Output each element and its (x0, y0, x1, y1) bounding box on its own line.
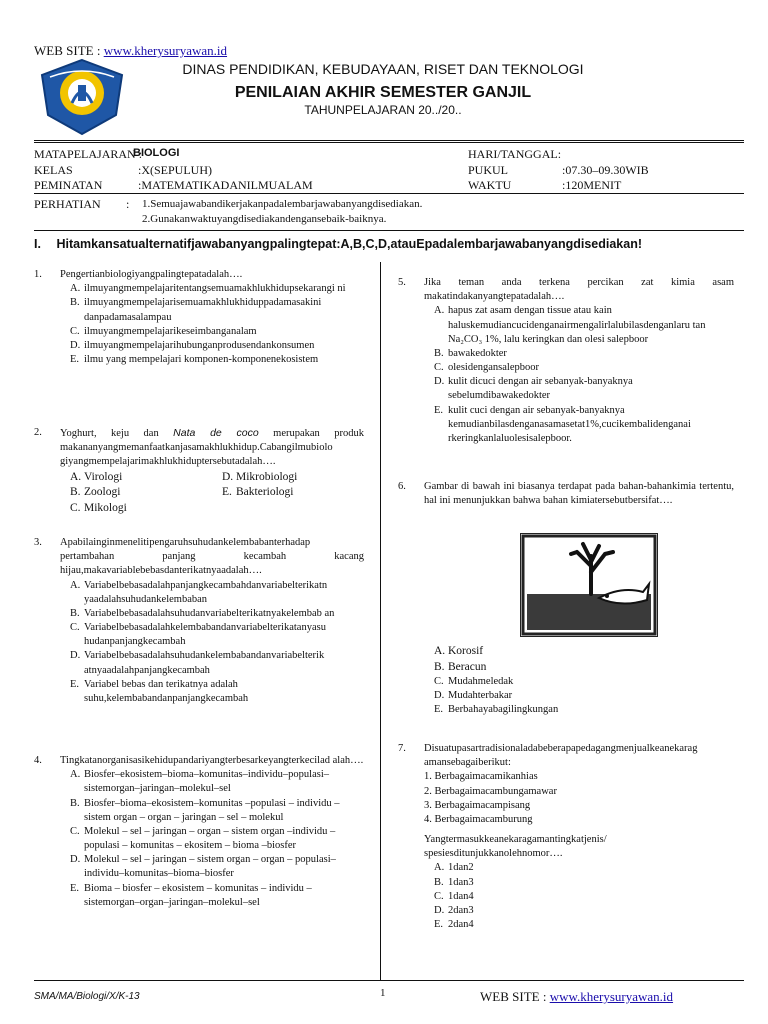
option-b[interactable] (424, 347, 734, 361)
option-c[interactable] (60, 825, 364, 853)
option-text: Korosif (448, 645, 484, 657)
time-label: PUKUL (468, 163, 509, 177)
option-letter: D. (70, 339, 81, 351)
option-letter: B. (434, 347, 444, 359)
option-text: Bioma – biosfer – ekosistem – komunitas – individu – sistemorgan–organ–jaringan–molekul–sel (84, 882, 312, 908)
school-year: TAHUNPELAJARAN 20../20.. (304, 103, 462, 117)
option-text: Biosfer–ekosistem–bioma–komunitas–individu–populasi–sistemorgan–jaringan–molekul–sel (84, 769, 329, 795)
option-text: hapus zat asam dengan tissue atau kain haluskemudiancucidenganairmengalirlalubilasdenganlaru tan Na₂CO₃ 1%, lalu keringkan dan olesi salepboor (448, 305, 706, 345)
question-text: Disuatupasartradisionaladabeberapapedagangmenjualkeanekarag amansebagaiberikut: (424, 743, 698, 769)
option-a[interactable] (60, 579, 364, 607)
question-2 (34, 426, 364, 516)
option-text: ilmuyangmempelajarihubunganprodusendankonsumen (84, 339, 315, 351)
option-c[interactable] (60, 501, 364, 517)
question-text-start: Yoghurt, keju dan (60, 428, 159, 439)
option-d[interactable] (424, 689, 734, 703)
agency-name: DINAS PENDIDIKAN, KEBUDAYAAN, RISET DAN TEKNOLOGI (182, 61, 584, 77)
question-number: 1. (34, 269, 42, 280)
option-letter: C. (70, 325, 80, 337)
list-item: 4. Berbagaimacamburung (424, 813, 533, 825)
option-letter: E. (434, 404, 444, 416)
footer-divider (34, 980, 744, 981)
question-number: 4. (34, 755, 42, 766)
option-text: olesidengansalepboor (448, 362, 539, 374)
option-letter: C. (434, 676, 444, 688)
list-item: 3. Berbagaimacampisang (424, 799, 531, 811)
tut-wuri-handayani-logo (36, 57, 128, 137)
option-c[interactable] (424, 890, 734, 904)
duration-label: WAKTU (468, 178, 512, 192)
option-d[interactable] (424, 375, 734, 403)
option-letter: A. (70, 470, 82, 483)
footer-website-label: WEB SITE : (480, 989, 547, 1004)
option-c[interactable] (60, 621, 364, 649)
footer-website (480, 988, 673, 1006)
subject-label: MATAPELAJARAN : (34, 147, 143, 161)
option-letter: B. (70, 607, 80, 619)
question-text-end: merupakan produk makananyangmemanfaatkanjasamakhlukhidup.Cabangilmubiolo giyangmempelajarimakhlukhiduptersebutadalah…. (60, 428, 364, 468)
option-text: 1dan4 (448, 890, 474, 902)
option-text: bawakedokter (448, 347, 507, 359)
option-text: ilmuyangmempelajarisemuamakhlukhiduppadamasakini danpadamasalampau (84, 297, 322, 323)
option-letter: A. (70, 769, 81, 781)
question-text: Jika teman anda terkena percikan zat kimia asam makatindakanyangtepatadalah…. (424, 277, 734, 303)
option-text: Berbahayabagilingkungan (448, 704, 559, 716)
option-a[interactable] (424, 861, 734, 875)
option-a[interactable] (60, 768, 364, 796)
option-letter: E. (70, 882, 80, 894)
question-text: Pengertianbiologiyangpalingtepatadalah…. (60, 269, 243, 280)
option-text: Zoologi (84, 486, 121, 499)
question-text: Tingkatanorganisasikehidupandariyangterbesarkeyangterkecilad alah…. (60, 755, 364, 766)
option-letter: B. (70, 486, 81, 499)
list-item: 2. Berbagaimacambungamawar (424, 785, 557, 797)
option-text: Variabelbebasadalahsuhudankelembabandanvariabelterik atnyaadalahpanjangkecambah (84, 650, 325, 676)
exam-title: PENILAIAN AKHIR SEMESTER GANJIL (234, 84, 532, 101)
option-d[interactable] (60, 853, 364, 881)
time-value: :07.30–09.30WIB (562, 163, 649, 177)
question-number: 5. (398, 277, 406, 288)
question-3 (34, 536, 364, 706)
option-letter: D. (434, 376, 445, 388)
option-text: 1dan2 (448, 862, 474, 874)
footer-website-link[interactable]: www.kherysuryawan.id (549, 989, 674, 1004)
option-text: Mudahmeledak (448, 676, 514, 688)
question-6 (398, 480, 734, 508)
question-text: Apabilainginmenelitipengaruhsuhudankelembabanterhadap pertambahan panjang kecambah kacang hijau,makavariablebebasdanterikatnyaadalah…. (60, 537, 364, 577)
option-text: Variabelbebasadalahkelembabandanvariabelterikatanyasu hudanpanjangkecambah (84, 622, 326, 648)
option-e[interactable] (424, 404, 734, 447)
option-text: Virologi (84, 470, 123, 483)
option-letter: E. (70, 678, 80, 690)
header-divider (34, 140, 744, 143)
option-text: 2dan4 (448, 919, 474, 931)
option-letter: B. (434, 876, 444, 888)
question-text (60, 426, 364, 470)
option-c[interactable] (60, 325, 364, 339)
option-b[interactable] (60, 607, 364, 621)
option-b[interactable] (60, 485, 212, 501)
option-text: Variabelbebasadalahsuhudanvariabelterikatnyakelembab an (84, 607, 335, 619)
option-e[interactable] (60, 353, 364, 367)
question-number: 7. (398, 743, 406, 754)
option-letter: C. (70, 825, 80, 837)
option-text: Biosfer–bioma–ekosistem–komunitas –populasi – individu – sistem organ – organ – jaringan – sel – molekul (84, 797, 340, 823)
notice-separator: : (126, 197, 130, 211)
option-letter: D. (70, 854, 81, 866)
question-number: 2. (34, 427, 42, 438)
option-letter: C. (70, 622, 80, 634)
option-letter: D. (222, 470, 234, 483)
day-label: HARI/TANGGAL: (468, 147, 562, 161)
option-d[interactable] (60, 339, 364, 353)
option-c[interactable] (424, 675, 734, 689)
option-letter: B. (70, 297, 80, 309)
section-number: I. (34, 237, 41, 251)
environment-hazard-icon (520, 533, 658, 637)
option-d[interactable] (60, 649, 364, 677)
option-letter: E. (70, 354, 80, 366)
option-text: 1dan3 (448, 876, 474, 888)
option-d[interactable] (212, 470, 364, 486)
option-letter: D. (434, 904, 445, 916)
option-text: Mikrobiologi (236, 470, 298, 483)
option-letter: E. (222, 486, 232, 499)
option-letter: A. (70, 579, 81, 591)
info-divider (34, 193, 744, 194)
question-4 (34, 754, 364, 910)
class-label: KELAS (34, 163, 73, 177)
option-text: ilmuyangmempelajarikeseimbanganalam (84, 325, 257, 337)
option-e[interactable] (212, 485, 364, 501)
website-label: WEB SITE : (34, 43, 101, 58)
website-link[interactable]: www.kherysuryawan.id (103, 43, 228, 58)
option-letter: C. (70, 501, 81, 514)
column-divider (380, 262, 381, 980)
option-letter: C. (434, 362, 444, 374)
major-label: PEMINATAN (34, 178, 103, 192)
question-5 (398, 276, 734, 446)
option-text: Beracun (448, 660, 487, 673)
option-letter: D. (434, 690, 445, 702)
option-a[interactable] (424, 644, 734, 660)
option-text: Mikologi (84, 501, 127, 514)
option-b[interactable] (60, 296, 364, 324)
option-text: kulit dicuci dengan air sebanyak-banyaknya sebelumdibawakedokter (448, 376, 633, 402)
option-b[interactable] (424, 876, 734, 890)
option-a[interactable] (60, 282, 364, 296)
option-letter: A. (70, 283, 81, 295)
option-text: Bakteriologi (236, 486, 294, 499)
option-letter: E. (434, 704, 444, 716)
section-instruction: Hitamkansatualternatifjawabanyangpalingtepat:A,B,C,D,atauEpadalembarjawabanyangdisediakan! (56, 237, 643, 251)
notice-item-2: 2.Gunakanwaktuyangdisediakandengansebaik-baiknya. (142, 213, 387, 225)
option-letter: A. (434, 645, 446, 657)
question-prompt: Yangtermasukkeanekaragamantingkatjenis/ spesiesditunjukkanolehnomor…. (424, 834, 607, 860)
option-a[interactable] (424, 304, 734, 347)
option-text: 2dan3 (448, 904, 474, 916)
option-letter: B. (434, 660, 445, 673)
option-text: kulit cuci dengan air sebanyak-banyaknya kemudianbilasdenganasamasetat1%,cucikembalidenganai rkeringkanlaluolesisalepboor. (448, 404, 691, 444)
subject-value: BIOLOGI (133, 147, 180, 159)
option-text: ilmu yang mempelajari komponen-komponenekosistem (84, 354, 319, 366)
option-letter: C. (434, 890, 444, 902)
option-text: Mudahterbakar (448, 690, 513, 702)
option-e[interactable] (60, 882, 364, 910)
option-text: Molekul – sel – jaringan – organ – sistem organ –individu – populasi – komunitas – ekositem – bioma –biosfer (84, 825, 336, 852)
question-number: 6. (398, 481, 406, 492)
option-text: Variabel bebas dan terikatnya adalah suhu,kelembabandanpanjangkecambah (84, 678, 249, 704)
question-6-options (398, 644, 734, 718)
question-number: 3. (34, 537, 42, 548)
section-heading (34, 236, 642, 253)
option-b[interactable] (424, 660, 734, 676)
option-letter: A. (434, 305, 445, 317)
option-e[interactable] (424, 918, 734, 932)
option-text: Molekul – sel – jaringan – sistem organ – organ – populasi–individu–komunitas–bioma–biosfer (84, 854, 336, 880)
page-number: 1 (380, 987, 386, 999)
option-c[interactable] (424, 361, 734, 375)
option-d[interactable] (424, 904, 734, 918)
question-text: Gambar di bawah ini biasanya terdapat pada bahan-bahankimia tertentu, hal ini menunjukkan bahwa bahan kimiatersebutbersifat…. (424, 481, 734, 507)
footer-code: SMA/MA/Biologi/X/K-13 (34, 991, 140, 1002)
option-text: ilmuyangmempelajaritentangsemuamakhlukhidupsekarangi ni (84, 283, 346, 295)
notice-label: PERHATIAN (34, 197, 101, 211)
option-letter: D. (70, 650, 81, 662)
option-e[interactable] (424, 703, 734, 717)
option-a[interactable] (60, 470, 212, 486)
option-letter: E. (434, 919, 444, 931)
question-7 (398, 742, 734, 932)
class-value: :X(SEPULUH) (138, 163, 212, 177)
major-value: :MATEMATIKADANILMUALAM (138, 178, 313, 192)
question-1 (34, 268, 364, 367)
question-text-italic: Nata de coco (173, 427, 259, 439)
notice-divider (34, 230, 744, 231)
list-item: 1. Berbagaimacamikanhias (424, 771, 538, 783)
option-b[interactable] (60, 797, 364, 825)
option-e[interactable] (60, 678, 364, 706)
option-letter: A. (434, 862, 445, 874)
option-text: Variabelbebasadalahpanjangkecambahdanvariabelterikatn yaadalahsuhudankelembaban (84, 579, 328, 605)
notice-item-1: 1.Semuajawabandikerjakanpadalembarjawabanyangdisediakan. (142, 198, 423, 210)
duration-value: :120MENIT (562, 178, 622, 192)
option-letter: B. (70, 797, 80, 809)
